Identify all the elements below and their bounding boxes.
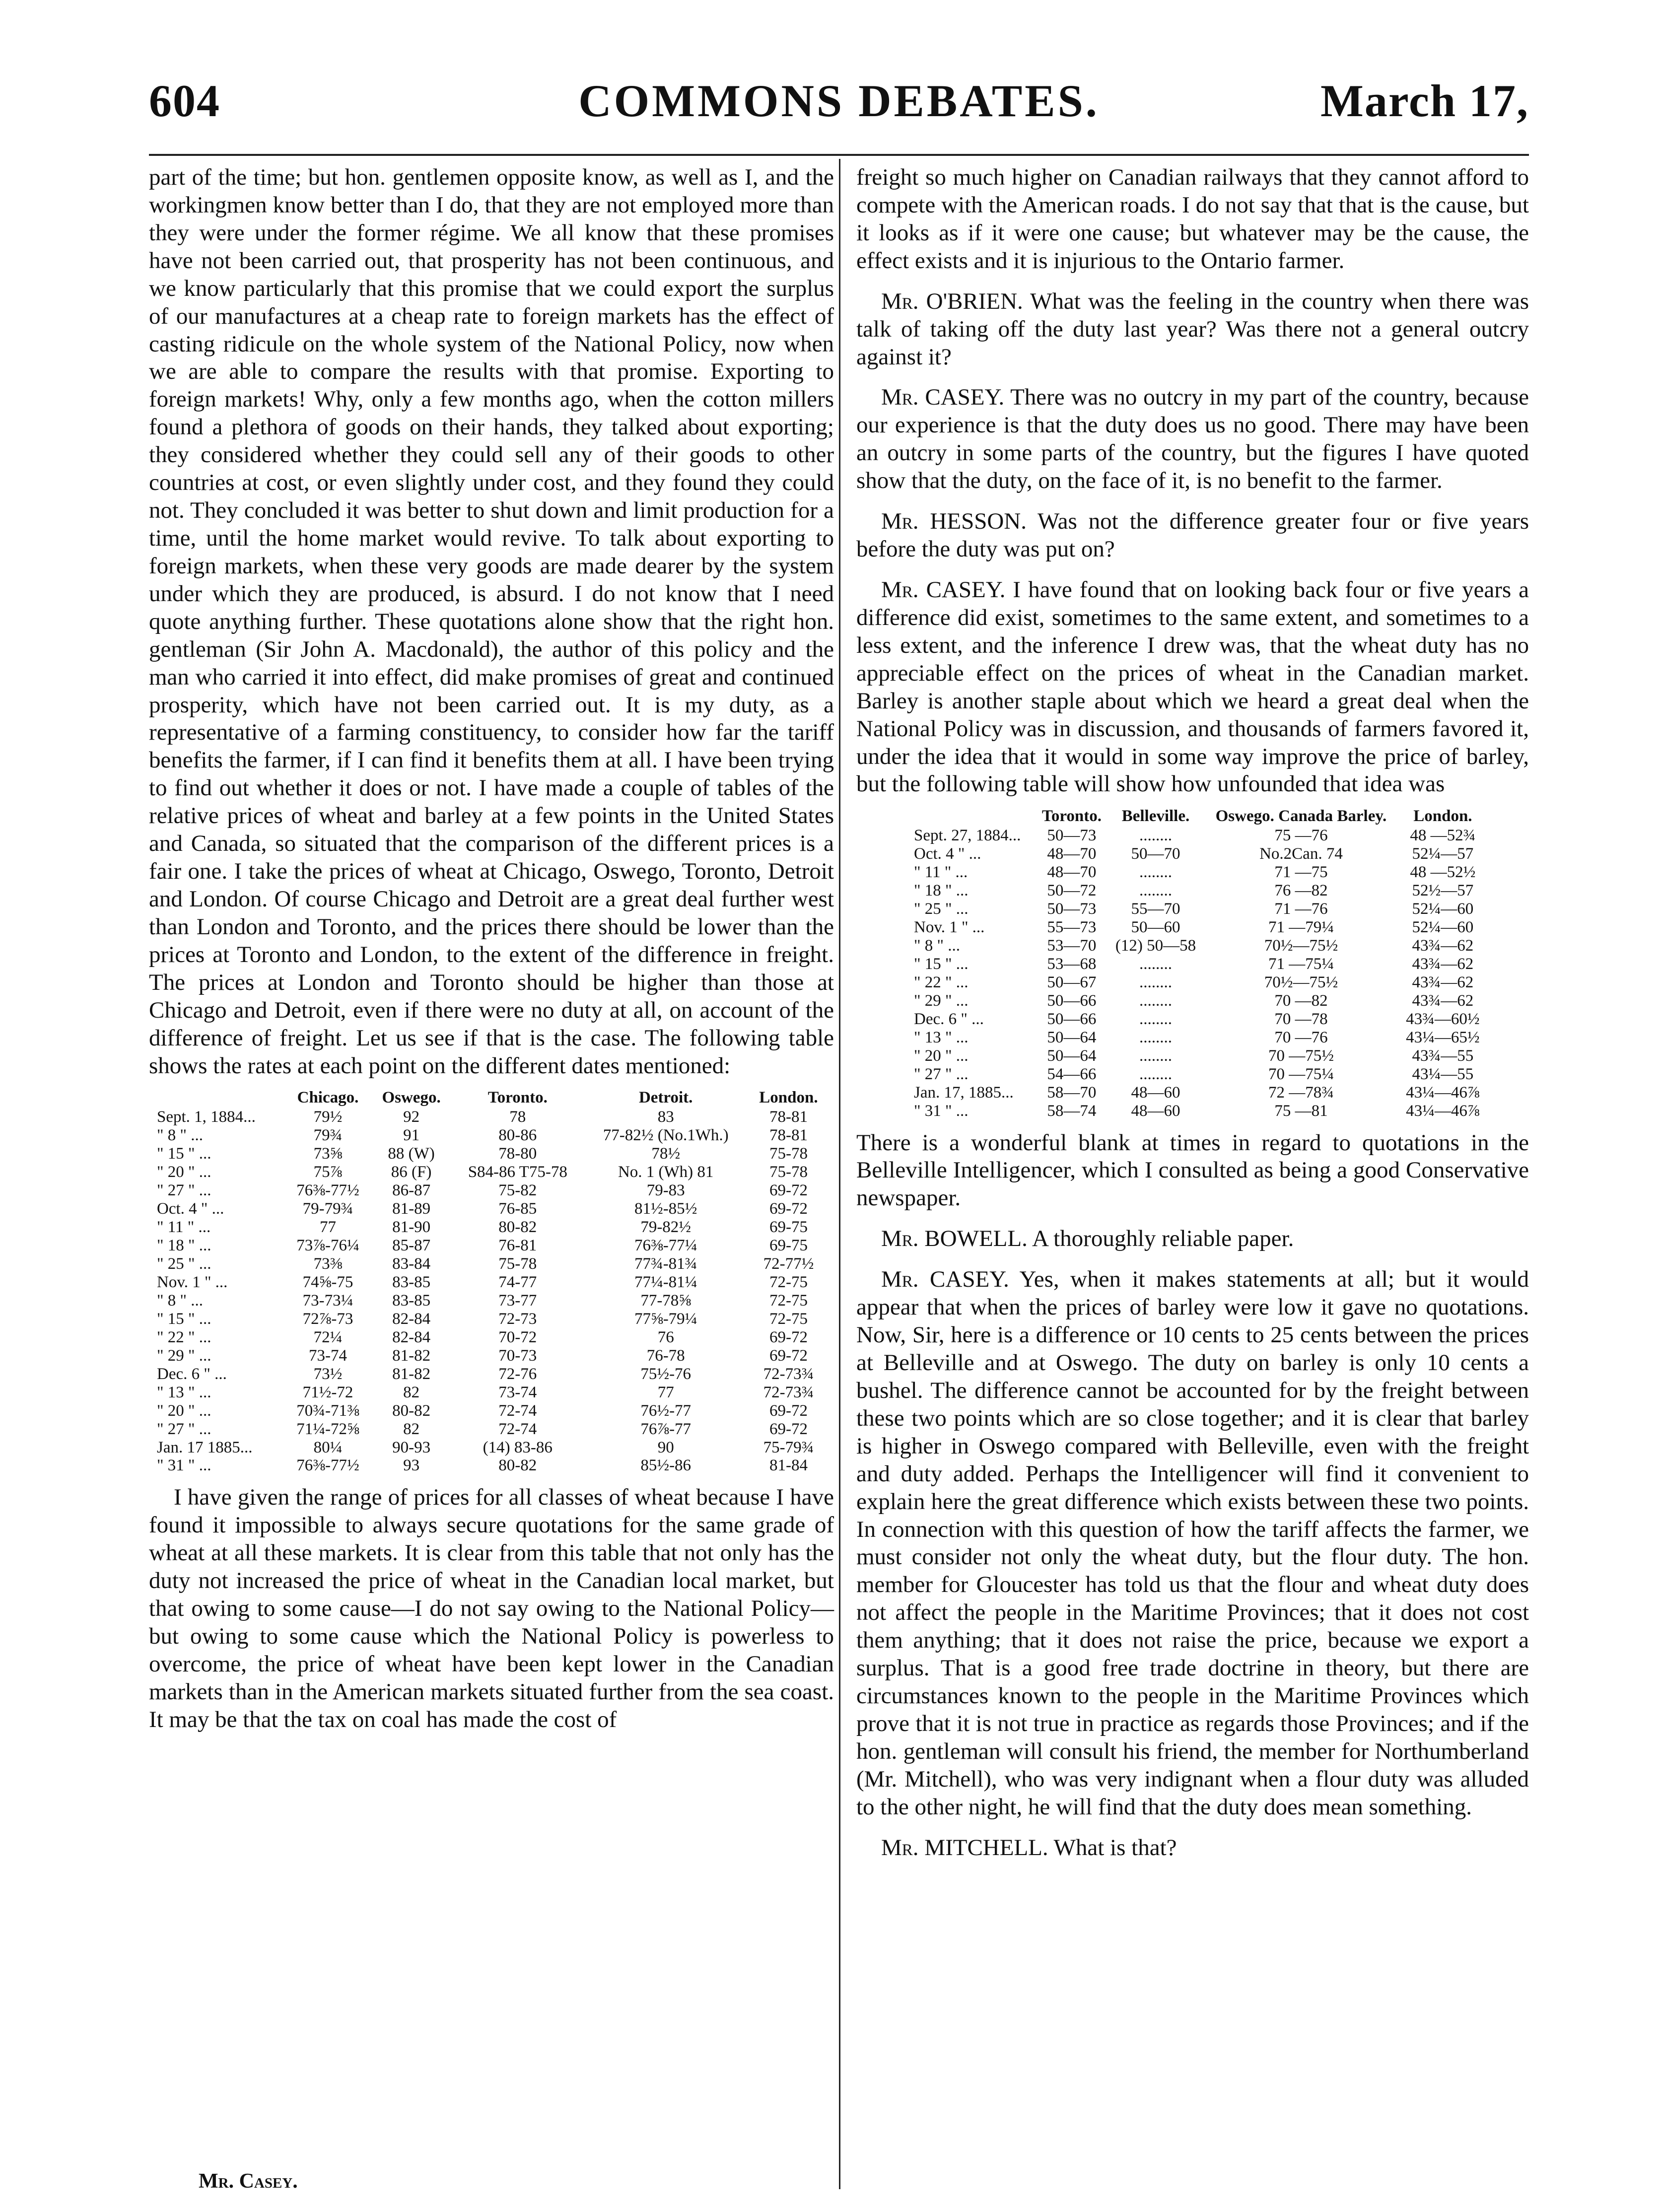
- column-divider: [839, 159, 840, 2189]
- speech-obrien: [856, 288, 1529, 371]
- date-cell: " 20 " ...: [157, 1401, 211, 1420]
- price-cell: 72 —78¾: [1268, 1083, 1334, 1102]
- price-cell: 53—70: [1047, 937, 1097, 955]
- column-header: London.: [759, 1089, 818, 1107]
- price-cell: 83-85: [392, 1273, 431, 1291]
- date-cell: Dec. 6 " ...: [157, 1365, 227, 1383]
- barley-prices-table: [911, 806, 1487, 1120]
- price-cell: 43¾—60½: [1406, 1010, 1480, 1028]
- price-cell: ........: [1139, 1010, 1172, 1028]
- price-cell: 76⅞-77: [640, 1420, 692, 1438]
- price-cell: 72-73¾: [763, 1383, 814, 1401]
- price-cell: 76⅜-77½: [296, 1181, 359, 1200]
- date-cell: " 11 " ...: [157, 1218, 211, 1237]
- price-cell: 78: [509, 1108, 526, 1126]
- price-cell: 82-84: [392, 1328, 431, 1346]
- price-cell: 75-78: [769, 1163, 808, 1181]
- price-cell: 76 —82: [1274, 882, 1328, 900]
- price-cell: 74-77: [498, 1273, 537, 1291]
- table-row: [911, 827, 1487, 845]
- date-cell: " 8 " ...: [157, 1126, 203, 1145]
- price-cell: 75 —76: [1274, 827, 1328, 845]
- price-cell: 69-75: [769, 1218, 808, 1237]
- price-cell: 48—60: [1131, 1102, 1180, 1120]
- table-row: [911, 1047, 1487, 1065]
- price-cell: 50—70: [1131, 845, 1180, 863]
- price-cell: 81-84: [769, 1456, 808, 1475]
- price-cell: 79-83: [646, 1181, 685, 1200]
- price-cell: 75-78: [498, 1255, 537, 1273]
- date-cell: Jan. 17, 1885...: [914, 1083, 1014, 1102]
- table-row: [154, 1181, 829, 1200]
- price-cell: (14) 83-86: [483, 1438, 553, 1456]
- date-cell: " 29 " ...: [914, 991, 969, 1010]
- table-row: [154, 1237, 829, 1255]
- column-header: Detroit.: [638, 1089, 693, 1107]
- table-row: [911, 1084, 1487, 1102]
- column-header: Toronto.: [487, 1089, 548, 1107]
- price-cell: 83: [657, 1108, 674, 1126]
- date-cell: " 15 " ...: [914, 955, 969, 973]
- price-cell: 70 —76: [1274, 1028, 1328, 1046]
- price-cell: 70½—75½: [1264, 937, 1338, 955]
- column-header: [911, 806, 1036, 827]
- price-cell: 72¼: [313, 1328, 343, 1346]
- price-cell: 83-85: [392, 1291, 431, 1310]
- table-row: [154, 1439, 829, 1457]
- price-cell: 86 (F): [391, 1163, 432, 1181]
- price-cell: 43¾—62: [1412, 973, 1474, 991]
- price-cell: 72-73¾: [763, 1365, 814, 1383]
- speaker-name: Mr. BOWELL.: [881, 1226, 1028, 1252]
- speaker-name: Mr. O'BRIEN.: [881, 288, 1023, 314]
- price-cell: 69-75: [769, 1237, 808, 1255]
- price-cell: 53—68: [1047, 955, 1097, 973]
- price-cell: 75-82: [498, 1181, 537, 1200]
- price-cell: 43¼—46⅞: [1406, 1083, 1480, 1102]
- table-row: [911, 973, 1487, 992]
- price-cell: 76: [657, 1328, 674, 1346]
- price-cell: 75 —81: [1274, 1102, 1328, 1120]
- price-cell: 43¾—62: [1412, 955, 1474, 973]
- price-cell: ........: [1139, 863, 1172, 882]
- date-cell: " 13 " ...: [914, 1028, 969, 1046]
- price-cell: 43¾—55: [1412, 1046, 1474, 1065]
- column-header: Belleville.: [1121, 807, 1190, 826]
- table-row: [911, 882, 1487, 900]
- column-header: Toronto.: [1041, 807, 1102, 826]
- price-cell: 73-74: [308, 1346, 347, 1365]
- price-cell: 43¼—55: [1412, 1065, 1474, 1083]
- price-cell: 76-78: [646, 1346, 685, 1365]
- price-cell: 69-72: [769, 1200, 808, 1218]
- speech-text: What was the feeling in the country when there was talk of taking off the duty last year? Was there not a general outcry against it?: [856, 288, 1529, 370]
- price-cell: 75½-76: [640, 1365, 692, 1383]
- date-cell: " 31 " ...: [914, 1102, 969, 1120]
- price-cell: 78-80: [498, 1145, 537, 1163]
- price-cell: ........: [1139, 827, 1172, 845]
- price-cell: 48—70: [1047, 863, 1097, 882]
- price-cell: 79½: [313, 1108, 343, 1126]
- table-row: [154, 1108, 829, 1126]
- price-cell: 85½-86: [640, 1456, 692, 1475]
- price-cell: 70 —78: [1274, 1010, 1328, 1028]
- date-cell: " 27 " ...: [157, 1181, 211, 1200]
- price-cell: 82: [403, 1383, 420, 1401]
- price-cell: 50—66: [1047, 991, 1097, 1010]
- price-cell: 48—60: [1131, 1083, 1180, 1102]
- price-cell: 77¾-81¾: [634, 1255, 697, 1273]
- date-cell: " 18 " ...: [914, 882, 969, 900]
- table-row: [154, 1292, 829, 1310]
- price-cell: 73⅞-76¼: [296, 1237, 359, 1255]
- wheat-prices-table: [154, 1088, 829, 1475]
- table-row: [154, 1328, 829, 1347]
- price-cell: 78-81: [769, 1126, 808, 1145]
- speech-bowell: [856, 1225, 1529, 1253]
- price-cell: 50—67: [1047, 973, 1097, 991]
- price-cell: 71 —79¼: [1268, 918, 1334, 937]
- price-cell: 73½: [313, 1365, 343, 1383]
- column-header: Oswego.: [382, 1089, 441, 1107]
- price-cell: 70-73: [498, 1346, 537, 1365]
- price-cell: ........: [1139, 1028, 1172, 1046]
- price-cell: 78-81: [769, 1108, 808, 1126]
- date-cell: Nov. 1 " ...: [157, 1273, 228, 1291]
- price-cell: 72-74: [498, 1420, 537, 1438]
- price-cell: 73⅝: [313, 1145, 343, 1163]
- table-row: [154, 1145, 829, 1163]
- date-cell: " 20 " ...: [914, 1046, 969, 1065]
- date-cell: Jan. 17 1885...: [157, 1438, 253, 1456]
- left-column: [149, 164, 834, 1734]
- speech-text: I have found that on looking back four or five years a difference did exist, sometimes to the same extent, and sometimes to a less extent, and the inference I drew was, that the wheat duty has no appreciable effect on the prices of wheat in the Canadian market. Barley is another staple about which we heard a great deal when the National Policy was in discussion, and thousands of farmers favored it, under the idea that it would in some way improve the price of barley, but the following table will show how unfounded that idea was: [856, 576, 1529, 797]
- date-cell: " 18 " ...: [157, 1237, 211, 1255]
- date-cell: " 15 " ...: [157, 1310, 211, 1328]
- price-cell: 72⅞-73: [302, 1310, 353, 1328]
- price-cell: 76⅜-77¼: [634, 1237, 697, 1255]
- price-cell: 52½—57: [1412, 882, 1474, 900]
- date-cell: " 25 " ...: [157, 1255, 211, 1273]
- price-cell: 75-79¾: [763, 1438, 814, 1456]
- table-row: [154, 1365, 829, 1383]
- price-cell: 82: [403, 1420, 420, 1438]
- price-cell: 88 (W): [388, 1145, 435, 1163]
- table-row: [911, 845, 1487, 863]
- price-cell: 76-81: [498, 1237, 537, 1255]
- price-cell: 75⅞: [313, 1163, 343, 1181]
- price-cell: 69-72: [769, 1328, 808, 1346]
- price-cell: (12) 50—58: [1115, 937, 1196, 955]
- table-row: [911, 1065, 1487, 1084]
- price-cell: 50—66: [1047, 1010, 1097, 1028]
- price-cell: 73-73¼: [302, 1291, 353, 1310]
- price-cell: 72-75: [769, 1273, 808, 1291]
- table-row: [911, 900, 1487, 918]
- table-header-row: [154, 1088, 829, 1108]
- price-cell: 81-82: [392, 1365, 431, 1383]
- price-cell: 77⅝-79¼: [634, 1310, 697, 1328]
- price-cell: 82-84: [392, 1310, 431, 1328]
- page-date: March 17,: [1320, 75, 1529, 126]
- table-row: [911, 1010, 1487, 1029]
- date-cell: " 13 " ...: [157, 1383, 211, 1401]
- price-cell: 76⅜-77½: [296, 1456, 359, 1475]
- price-cell: No.2Can. 74: [1259, 845, 1343, 863]
- price-cell: ........: [1139, 1065, 1172, 1083]
- left-paragraph-1: part of the time; but hon. gentlemen opposite know, as well as I, and the workingmen know better than I do, that they are not employed more than they were under the former régime. We all know that these promises have not been carried out, that prosperity has not been continuous, and we know particularly that this promise that we could export the surplus of our manufactures at a cheap rate to foreign markets has the effect of casting ridicule on the whole system of the National Policy, now when we are able to compare the results with that promise. Exporting to foreign markets! Why, only a few months ago, when the cotton millers found a plethora of goods on their hands, they talked about exporting; they considered whether they could sell any of their goods to other countries at cost, or even slightly under cost, and they found they could not. They concluded it was better to shut down and limit production for a time, until the home market would revive. To talk about exporting to foreign markets, when these very goods are made dearer by the system under which they are produced, is absurd. I do not know that I need quote anything further. These quotations alone show that the right hon. gentleman (Sir John A. Macdonald), the author of this policy and the man who carried it into effect, did make promises of great and continued prosperity, which have not been carried out. It is my duty, as a representative of a farming constituency, to consider how far the tariff benefits the farmer, if I can find it benefits them at all. I have been trying to find out whether it does or not. I have made a couple of tables of the relative prices of wheat and barley at a few points in the United States and Canada, so situated that the comparison of the different prices is a fair one. I take the prices of wheat at Chicago, Oswego, Toronto, Detroit and London. Of course Chicago and Detroit are a great deal further west than London and Toronto, and the prices there should be lower than the prices at Toronto and London, to the extent of the difference in freight. The prices at London and Toronto should be higher than those at Chicago and Detroit, even if there were no duty at all, on account of the difference of freight. Let us see if that is the case. The following table shows the rates at each point on the different dates mentioned:: [149, 164, 834, 1079]
- price-cell: 83-84: [392, 1255, 431, 1273]
- price-cell: ........: [1139, 991, 1172, 1010]
- speech-mitchell: [856, 1834, 1529, 1862]
- price-cell: ........: [1139, 882, 1172, 900]
- table-row: [911, 992, 1487, 1010]
- price-cell: 69-72: [769, 1420, 808, 1438]
- price-cell: 90-93: [392, 1438, 431, 1456]
- price-cell: 71 —76: [1274, 900, 1328, 918]
- price-cell: 70-72: [498, 1328, 537, 1346]
- price-cell: 76-85: [498, 1200, 537, 1218]
- price-cell: 69-72: [769, 1346, 808, 1365]
- date-cell: Sept. 27, 1884...: [914, 827, 1021, 845]
- price-cell: S84-86 T75-78: [468, 1163, 567, 1181]
- price-cell: 80-82: [498, 1456, 537, 1475]
- price-cell: 50—72: [1047, 882, 1097, 900]
- price-cell: 77: [657, 1383, 674, 1401]
- right-paragraph-2: There is a wonderful blank at times in regard to quotations in the Belleville Intelligencer, which I consulted as being a good Conservative newspaper.: [856, 1129, 1529, 1211]
- price-cell: ........: [1139, 973, 1172, 991]
- price-cell: 77-82½ (No.1Wh.): [603, 1126, 729, 1145]
- price-cell: 77-78⅝: [640, 1291, 692, 1310]
- speaker-name: Mr. HESSON.: [881, 508, 1027, 535]
- price-cell: 70¾-71⅜: [296, 1401, 359, 1420]
- price-cell: 81-82: [392, 1346, 431, 1365]
- page-header: [149, 74, 1529, 134]
- date-cell: " 22 " ...: [157, 1328, 211, 1346]
- date-cell: " 8 " ...: [157, 1291, 203, 1310]
- price-cell: 58—70: [1047, 1083, 1097, 1102]
- right-paragraph-1: freight so much higher on Canadian railways that they cannot afford to compete with the American roads. I do not say that that is the cause, but it looks as if it were one cause; but whatever may be the cause, the effect exists and it is injurious to the Ontario farmer.: [856, 164, 1529, 274]
- table-row: [154, 1310, 829, 1328]
- price-cell: 85-87: [392, 1237, 431, 1255]
- speech-casey-1: [856, 384, 1529, 495]
- date-cell: Dec. 6 " ...: [914, 1010, 984, 1028]
- price-cell: 74⅝-75: [302, 1273, 353, 1291]
- price-cell: 78½: [651, 1145, 681, 1163]
- table-row: [154, 1402, 829, 1420]
- date-cell: " 11 " ...: [914, 863, 968, 882]
- price-cell: 69-72: [769, 1401, 808, 1420]
- table-row: [154, 1273, 829, 1292]
- price-cell: 71 —75¼: [1268, 955, 1334, 973]
- price-cell: 75-78: [769, 1145, 808, 1163]
- price-cell: 81-90: [392, 1218, 431, 1237]
- price-cell: 52¼—57: [1412, 845, 1474, 863]
- price-cell: 77: [319, 1218, 336, 1237]
- table-row: [154, 1456, 829, 1475]
- price-cell: 50—60: [1131, 918, 1180, 937]
- table-row: [911, 863, 1487, 882]
- price-cell: 71 —75: [1274, 863, 1328, 882]
- price-cell: 43¼—65½: [1406, 1028, 1480, 1046]
- price-cell: 70 —82: [1274, 991, 1328, 1010]
- price-cell: 77¼-81¼: [634, 1273, 697, 1291]
- price-cell: 79¾: [313, 1126, 343, 1145]
- price-cell: 86-87: [392, 1181, 431, 1200]
- price-cell: 79-82½: [640, 1218, 692, 1237]
- speaker-name: Mr. CASEY.: [881, 1266, 1009, 1293]
- price-cell: 81-89: [392, 1200, 431, 1218]
- price-cell: 80-82: [498, 1218, 537, 1237]
- table-row: [154, 1218, 829, 1237]
- page-title: COMMONS DEBATES.: [578, 75, 1100, 126]
- price-cell: ........: [1139, 1046, 1172, 1065]
- price-cell: 43¼—46⅞: [1406, 1102, 1480, 1120]
- price-cell: 73-74: [498, 1383, 537, 1401]
- price-cell: 80¼: [313, 1438, 343, 1456]
- price-cell: 50—73: [1047, 827, 1097, 845]
- table-row: [154, 1163, 829, 1181]
- date-cell: " 25 " ...: [914, 900, 969, 918]
- speech-text: A thoroughly reliable paper.: [1032, 1226, 1294, 1252]
- price-cell: 52¼—60: [1412, 900, 1474, 918]
- price-cell: 91: [403, 1126, 420, 1145]
- speaker-name: Mr. CASEY.: [881, 576, 1006, 603]
- table-row: [911, 937, 1487, 955]
- table-row: [911, 918, 1487, 937]
- right-column: [856, 164, 1529, 1862]
- date-cell: " 29 " ...: [157, 1346, 211, 1365]
- price-cell: ........: [1139, 955, 1172, 973]
- price-cell: 48—70: [1047, 845, 1097, 863]
- table-row: [154, 1255, 829, 1273]
- price-cell: 43¾—62: [1412, 937, 1474, 955]
- price-cell: 72-74: [498, 1401, 537, 1420]
- date-cell: " 20 " ...: [157, 1163, 211, 1181]
- header-rule: [149, 154, 1529, 156]
- date-cell: " 8 " ...: [914, 937, 960, 955]
- date-cell: Nov. 1 " ...: [914, 918, 985, 937]
- speech-text: Yes, when it makes statements at all; but it would appear that when the prices of barley were low it gave no quotations. Now, Sir, here is a difference or 10 cents to 25 cents between the prices at Belleville and at Oswego. The duty on barley is only 10 cents a bushel. The difference cannot be accounted for by the freight between these two points which are so close together; and it is clear that barley is higher in Oswego compared with Belleville, even with the freight and duty added. Perhaps the Intelligencer will find it convenient to explain here the great difference which exists between these two points. In connection with this question of how the tariff affects the farmer, we must consider not only the wheat duty, but the flour duty. The hon. member for Gloucester has told us that the flour and wheat duty does not affect the people in the Maritime Provinces; that it does not cost them anything; that it does not raise the price, because we export a surplus. That is a good free trade doctrine in theory, but there are circumstances known to the people in the Maritime Provinces which prove that it is not true in practice as regards those Provinces; and if the hon. gentleman will consult his friend, the member for Northumberland (Mr. Mitchell), who was very indignant when a flour duty was alluded to the other night, he will find that the duty does mean something.: [856, 1266, 1529, 1820]
- date-cell: Sept. 1, 1884...: [157, 1108, 256, 1126]
- speaker-name: Mr. CASEY.: [881, 384, 1005, 411]
- price-cell: 73-77: [498, 1291, 537, 1310]
- price-cell: 73⅜: [313, 1255, 343, 1273]
- price-cell: 80-82: [392, 1401, 431, 1420]
- price-cell: 72-75: [769, 1291, 808, 1310]
- price-cell: 55—70: [1131, 900, 1180, 918]
- left-paragraph-2: I have given the range of prices for all classes of wheat because I have found it impossible to always secure quotations for the same grade of wheat at all these markets. It is clear from this table that not only has the duty not increased the price of wheat in the Canadian local market, but that owing to some cause—I do not say owing to the National Policy—but owing to some cause which the National Policy is powerless to overcome, the price of wheat have been kept lower in the Canadian markets than in the American markets situated further from the sea coast. It may be that the tax on coal has made the cost of: [149, 1484, 834, 1732]
- price-cell: 52¼—60: [1412, 918, 1474, 937]
- speaker-name: Mr. MITCHELL.: [881, 1834, 1048, 1861]
- price-cell: 48 —52¾: [1410, 827, 1476, 845]
- price-cell: 48 —52½: [1410, 863, 1476, 882]
- table-row: [154, 1347, 829, 1365]
- price-cell: 58—74: [1047, 1102, 1097, 1120]
- price-cell: 69-72: [769, 1181, 808, 1200]
- price-cell: 90: [657, 1438, 674, 1456]
- table-row: [154, 1383, 829, 1402]
- table-row: [154, 1200, 829, 1218]
- speech-text: Was not the difference greater four or five years before the duty was put on?: [856, 508, 1529, 562]
- price-cell: 93: [403, 1456, 420, 1475]
- price-cell: 92: [403, 1108, 420, 1126]
- date-cell: Oct. 4 " ...: [157, 1200, 224, 1218]
- column-header: [154, 1088, 285, 1108]
- price-cell: 43¾—62: [1412, 991, 1474, 1010]
- price-cell: 72-76: [498, 1365, 537, 1383]
- price-cell: 72-73: [498, 1310, 537, 1328]
- price-cell: 50—64: [1047, 1028, 1097, 1046]
- price-cell: No. 1 (Wh) 81: [618, 1163, 714, 1181]
- column-header: Oswego. Canada Barley.: [1215, 807, 1387, 826]
- price-cell: 79-79¾: [302, 1200, 353, 1218]
- price-cell: 81½-85½: [634, 1200, 697, 1218]
- table-row: [911, 1102, 1487, 1120]
- table-row: [911, 1029, 1487, 1047]
- date-cell: Oct. 4 " ...: [914, 845, 981, 863]
- price-cell: 50—73: [1047, 900, 1097, 918]
- table-row: [154, 1126, 829, 1145]
- date-cell: " 31 " ...: [157, 1456, 211, 1475]
- price-cell: 54—66: [1047, 1065, 1097, 1083]
- price-cell: 76½-77: [640, 1401, 692, 1420]
- date-cell: " 22 " ...: [914, 973, 969, 991]
- table-row: [911, 955, 1487, 973]
- table-row: [154, 1420, 829, 1439]
- price-cell: 72-77½: [763, 1255, 814, 1273]
- speech-casey-2: [856, 576, 1529, 798]
- column-header: Chicago.: [297, 1089, 359, 1107]
- table-header-row: [911, 806, 1487, 827]
- speech-hesson: [856, 508, 1529, 563]
- price-cell: 71¼-72⅝: [296, 1420, 359, 1438]
- price-cell: 72-75: [769, 1310, 808, 1328]
- page-number: 604: [149, 75, 220, 126]
- date-cell: " 27 " ...: [914, 1065, 969, 1083]
- column-header: London.: [1413, 807, 1472, 826]
- price-cell: 55—73: [1047, 918, 1097, 937]
- price-cell: 70 —75½: [1268, 1046, 1334, 1065]
- speech-text: What is that?: [1053, 1834, 1177, 1861]
- price-cell: 70½—75½: [1264, 973, 1338, 991]
- date-cell: " 27 " ...: [157, 1420, 211, 1438]
- price-cell: 50—64: [1047, 1046, 1097, 1065]
- price-cell: 70 —75¼: [1268, 1065, 1334, 1083]
- price-cell: 71½-72: [302, 1383, 353, 1401]
- speech-casey-3: [856, 1266, 1529, 1821]
- price-cell: 80-86: [498, 1126, 537, 1145]
- date-cell: " 15 " ...: [157, 1145, 211, 1163]
- speech-text: There was no outcry in my part of the country, because our experience is that the duty does us no good. There may have been an outcry in some parts of the country, but the figures I have quoted show that the duty, on the face of it, is no benefit to the farmer.: [856, 384, 1529, 494]
- page-footer: Mr. Casey.: [199, 2170, 298, 2193]
